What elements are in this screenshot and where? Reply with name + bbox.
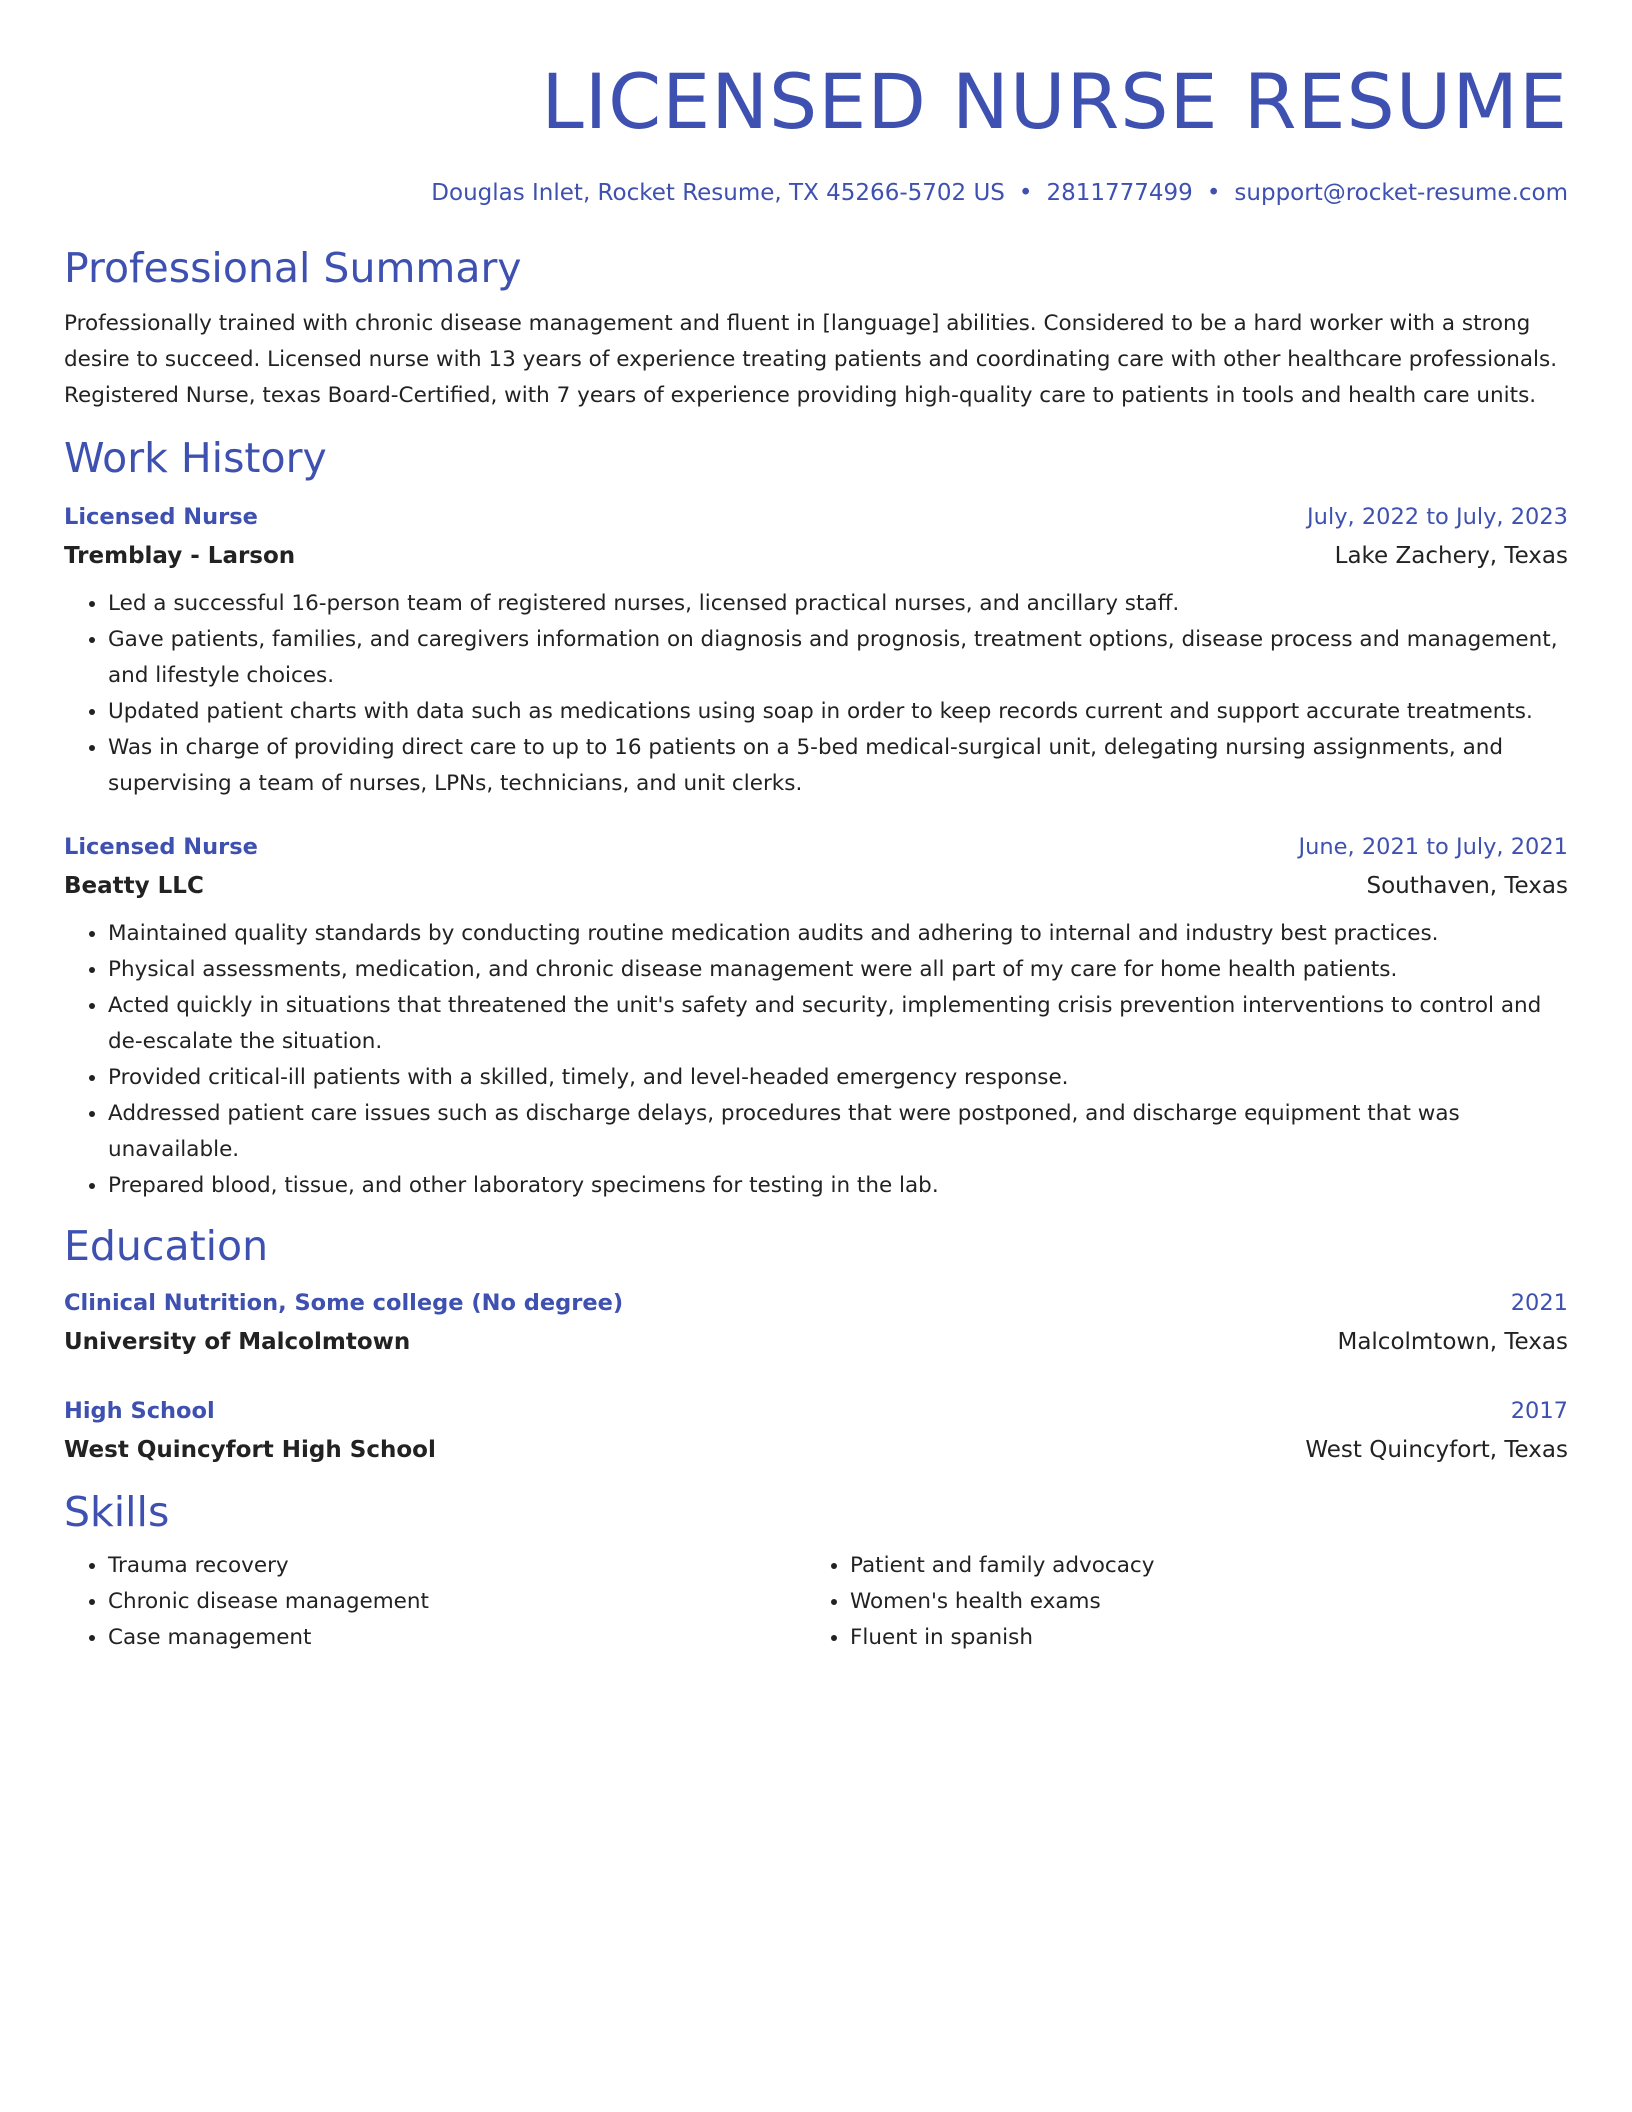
list-item: • Addressed patient care issues such as discharge delays, procedures that were postponed, and discharge equipment that was unavailable. bbox=[108, 1096, 1568, 1168]
list-item: • Gave patients, families, and caregivers information on diagnosis and prognosis, treatment options, disease process and management, and lifestyle choices. bbox=[108, 622, 1568, 694]
job-company-row bbox=[64, 536, 1568, 576]
job-header-row bbox=[64, 828, 1568, 866]
job-company: Beatty LLC bbox=[64, 873, 204, 899]
section-heading: Education bbox=[64, 1222, 269, 1270]
skills-section bbox=[64, 1484, 1568, 1656]
education-entry bbox=[64, 1284, 1568, 1362]
education-school-row bbox=[64, 1322, 1568, 1362]
education-degree: High School bbox=[64, 1398, 215, 1424]
resume-page bbox=[64, 0, 1568, 1656]
education-header-row bbox=[64, 1392, 1568, 1430]
education-year: 2021 bbox=[1510, 1290, 1568, 1316]
list-item: • Led a successful 16-person team of registered nurses, licensed practical nurses, and ancillary staff. bbox=[108, 586, 1568, 622]
job-entry bbox=[64, 828, 1568, 1204]
education-section bbox=[64, 1218, 1568, 1470]
job-header-row bbox=[64, 498, 1568, 536]
section-heading: Professional Summary bbox=[64, 244, 522, 292]
professional-summary-section bbox=[64, 240, 1568, 414]
list-item: • Was in charge of providing direct care to up to 16 patients on a 5-bed medical-surgical unit, delegating nursing assignments, and supervising a team of nurses, LPNs, technicians, and unit clerks. bbox=[108, 730, 1568, 802]
list-item: • Physical assessments, medication, and chronic disease management were all part of my care for home health patients. bbox=[108, 952, 1568, 988]
list-item: • Prepared blood, tissue, and other laboratory specimens for testing in the lab. bbox=[108, 1168, 1568, 1204]
education-school-row bbox=[64, 1430, 1568, 1470]
skills-grid bbox=[64, 1548, 1568, 1656]
job-duties-list bbox=[64, 586, 1568, 802]
contact-separator: • bbox=[1018, 180, 1033, 206]
contact-email: support@rocket-resume.com bbox=[1234, 180, 1568, 206]
education-location: Malcolmtown, Texas bbox=[1337, 1329, 1568, 1355]
contact-phone: 2811777499 bbox=[1046, 180, 1193, 206]
job-role: Licensed Nurse bbox=[64, 504, 258, 530]
skill-item: • Trauma recovery bbox=[108, 1548, 806, 1584]
job-role: Licensed Nurse bbox=[64, 834, 258, 860]
education-school: West Quincyfort High School bbox=[64, 1437, 436, 1463]
education-entry bbox=[64, 1392, 1568, 1470]
contact-address: Douglas Inlet, Rocket Resume, TX 45266-5702 US bbox=[431, 180, 1005, 206]
contact-line bbox=[64, 176, 1568, 210]
job-duties-list bbox=[64, 916, 1568, 1204]
section-heading: Skills bbox=[64, 1488, 170, 1536]
education-year: 2017 bbox=[1510, 1398, 1568, 1424]
section-heading: Work History bbox=[64, 434, 327, 482]
summary-text: Professionally trained with chronic disease management and fluent in [language] abilities. Considered to be a hard worker with a strong desire to succeed. Licensed nurse with 13 years of experience treating patients and coordinating care with other healthcare professionals. Registered Nurse, texas Board-Certified, with 7 years of experience providing high-quality care to patients in tools and health care units. bbox=[64, 311, 1558, 408]
job-location: Lake Zachery, Texas bbox=[1334, 543, 1568, 569]
education-school: University of Malcolmtown bbox=[64, 1329, 411, 1355]
education-degree: Clinical Nutrition, Some college (No degree) bbox=[64, 1290, 624, 1316]
skill-item: • Fluent in spanish bbox=[850, 1620, 1548, 1656]
skills-list-left bbox=[64, 1548, 806, 1656]
work-history-section bbox=[64, 430, 1568, 1204]
list-item: • Acted quickly in situations that threatened the unit's safety and security, implementing crisis prevention interventions to control and de-escalate the situation. bbox=[108, 988, 1568, 1060]
education-header-row bbox=[64, 1284, 1568, 1322]
list-item: • Provided critical-ill patients with a skilled, timely, and level-headed emergency response. bbox=[108, 1060, 1568, 1096]
skills-list-right bbox=[806, 1548, 1548, 1656]
job-location: Southaven, Texas bbox=[1366, 873, 1568, 899]
job-entry bbox=[64, 498, 1568, 802]
job-company-row bbox=[64, 866, 1568, 906]
skill-item: • Chronic disease management bbox=[108, 1584, 806, 1620]
job-dates: July, 2022 to July, 2023 bbox=[1307, 504, 1568, 530]
job-company: Tremblay - Larson bbox=[64, 543, 296, 569]
list-item: • Maintained quality standards by conducting routine medication audits and adhering to internal and industry best practices. bbox=[108, 916, 1568, 952]
skill-item: • Women's health exams bbox=[850, 1584, 1548, 1620]
skill-item: • Patient and family advocacy bbox=[850, 1548, 1548, 1584]
contact-separator: • bbox=[1206, 180, 1221, 206]
resume-title: LICENSED NURSE RESUME bbox=[541, 57, 1568, 146]
skill-item: • Case management bbox=[108, 1620, 806, 1656]
list-item: • Updated patient charts with data such as medications using soap in order to keep records current and support accurate treatments. bbox=[108, 694, 1568, 730]
education-location: West Quincyfort, Texas bbox=[1305, 1437, 1568, 1463]
job-dates: June, 2021 to July, 2021 bbox=[1298, 834, 1568, 860]
